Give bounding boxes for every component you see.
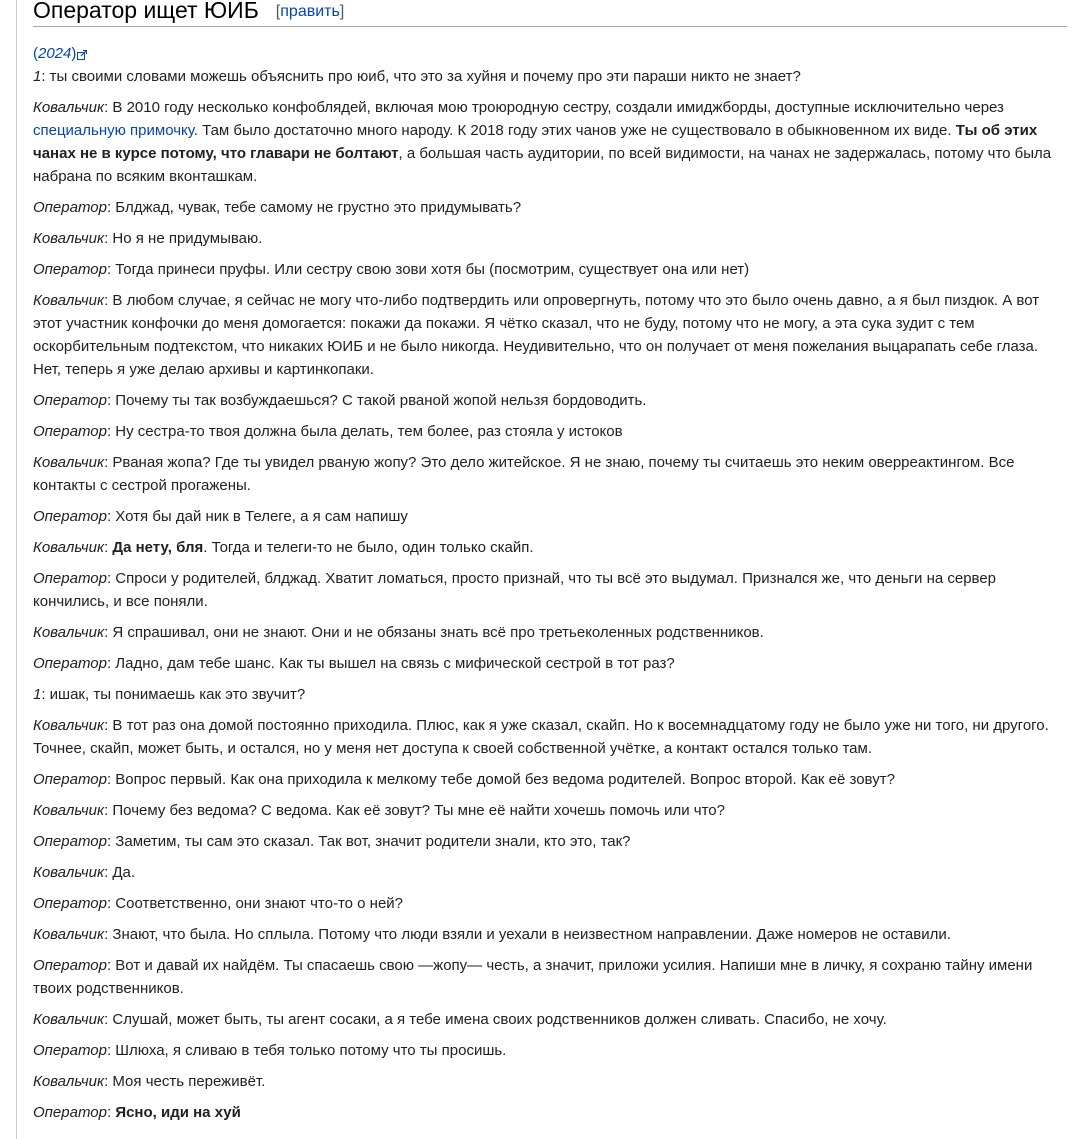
line-text: : ты своими словами можешь объяснить про юиб, что это за хуйня и почему про эти параши никто не знает? [41,68,801,85]
speaker-name: Оператор [33,570,107,587]
year-paren-close: ) [71,45,77,62]
emphasized-text: Ты об этих чанах не в курсе потому, что главари не болтают [33,122,1038,162]
year-link[interactable]: 2024 [38,45,72,62]
line-text: : Я спрашивал, они не знают. Они и не обязаны знать всё про третьеколенных родственников. [104,624,764,641]
line-text: . Там было достаточно много народу. К 2018 году этих чанов уже не существовало в обыкновенном их виде. [193,122,956,139]
line-text: : Соответственно, они знают что-то о ней? [106,895,404,912]
speaker-name: Оператор [33,771,107,788]
speaker-name: Оператор [33,392,107,409]
speaker-name: Ковальчик [33,926,105,943]
speaker-name: Ковальчик [33,99,105,116]
speaker-name: Ковальчик [33,454,105,471]
line-text: : Шлюха, я сливаю в тебя только потому что ты просишь. [106,1042,507,1059]
line-text: : ишак, ты понимаешь как это звучит? [41,686,306,703]
speaker-name: Оператор [33,508,107,525]
dialogue-line [33,799,1067,822]
dialogue-line [33,830,1067,853]
dialogue-list [33,65,1067,1124]
dialogue-line [33,768,1067,791]
speaker-name: Ковальчик [33,864,105,881]
dialogue-line [33,258,1067,281]
dialogue-line [33,652,1067,675]
dialogue-line [33,96,1067,188]
speaker-name: Ковальчик [33,230,105,247]
dialogue-line [33,196,1067,219]
speaker-name: Оператор [33,833,107,850]
speaker-name: 1 [33,686,42,703]
emphasized-text: Да нету, бля [112,539,204,556]
page-left-border [16,0,17,1139]
dialogue-line [33,536,1067,559]
dialogue-line [33,505,1067,528]
line-text: : Почему ты так возбуждаешься? С такой рваной жопой нельзя бордоводить. [106,392,647,409]
speaker-name: Ковальчик [33,1011,105,1028]
section-title: Оператор ищет ЮИБ [33,0,259,23]
dialogue-line [33,65,1067,88]
speaker-name: Оператор [33,957,107,974]
speaker-name: Оператор [33,1104,107,1121]
dialogue-line [33,1070,1067,1093]
dialogue-line [33,567,1067,613]
line-text: : Вот и давай их найдём. Ты спасаешь свою —жопу— честь, а значит, приложи усилия. Напиши мне в личку, я сохраню тайну имени твоих родственников. [33,957,1033,997]
speaker-name: Оператор [33,1042,107,1059]
dialogue-line [33,389,1067,412]
line-text: : [106,1104,116,1121]
external-link-icon [77,46,87,56]
dialogue-line [33,1008,1067,1031]
line-text: : Хотя бы дай ник в Телеге, а я сам напишу [106,508,408,525]
speaker-name: Ковальчик [33,717,105,734]
dialogue-line [33,683,1067,706]
article-content [33,0,1067,1132]
line-text: , а большая часть аудитории, по всей видимости, на чанах не задержалась, потому что была набрана по всяким вконташкам. [33,145,1052,185]
line-text: : Ладно, дам тебе шанс. Как ты вышел на связь с мифической сестрой в тот раз? [106,655,675,672]
line-text: : Вопрос первый. Как она приходила к мелкому тебе домой без ведома родителей. Вопрос второй. Как её зовут? [106,771,895,788]
section-heading [33,0,1067,27]
line-text: : Знают, что была. Но сплыла. Потому что люди взяли и уехали в неизвестном направлении. Даже номеров не оставили. [104,926,951,943]
line-text: : Почему без ведома? С ведома. Как её зовут? Ты мне её найти хочешь помочь или что? [104,802,725,819]
line-text: : Ну сестра-то твоя должна была делать, тем более, раз стояла у истоков [106,423,623,440]
speaker-name: Оператор [33,423,107,440]
line-text: : Слушай, может быть, ты агент сосаки, а я тебе имена своих родственников должен сливать. Спасибо, не хочу. [104,1011,887,1028]
line-text: : Заметим, ты сам это сказал. Так вот, значит родители знали, кто это, так? [106,833,631,850]
edit-bracket-open: [ [275,3,281,20]
dialogue-line [33,227,1067,250]
speaker-name: Оператор [33,261,107,278]
dialogue-line [33,1039,1067,1062]
speaker-name: 1 [33,68,42,85]
speaker-name: Ковальчик [33,624,105,641]
dialogue-line [33,621,1067,644]
speaker-name: Оператор [33,895,107,912]
edit-section [276,0,344,24]
speaker-name: Оператор [33,655,107,672]
dialogue-line [33,714,1067,760]
dialogue-line [33,954,1067,1000]
line-text: : В тот раз она домой постоянно приходила. Плюс, как я уже сказал, скайп. Но к восемнадцатому году не было уже ни того, ни другого. Точнее, скайп, может быть, и остался, но у меня нет доступа к своей собственной учётке, а контакт остался только там. [33,717,1049,757]
line-text: : Моя честь переживёт. [104,1073,266,1090]
dialogue-line [33,1101,1067,1124]
speaker-name: Оператор [33,199,107,216]
line-text: : Спроси у родителей, блджад. Хватит ломаться, просто признай, что ты всё это выдумал. Признался же, что деньги на сервер кончились, и все поняли. [33,570,997,610]
speaker-name: Ковальчик [33,1073,105,1090]
dialogue-line [33,420,1067,443]
line-text: : Да. [104,864,136,881]
dialogue-line [33,451,1067,497]
line-text: : Блджад, чувак, тебе самому не грустно это придумывать? [106,199,522,216]
speaker-name: Ковальчик [33,802,105,819]
inline-link[interactable]: специальную примочку [33,122,194,139]
line-text: . Тогда и телеги-то не было, один только скайп. [203,539,534,556]
speaker-name: Ковальчик [33,539,105,556]
year-paren-open: ( [33,45,38,62]
speaker-name: Ковальчик [33,292,105,309]
dialogue-line [33,861,1067,884]
line-text: : Но я не придумываю. [104,230,263,247]
line-text: : [104,539,113,556]
edit-section-link[interactable]: править [280,3,340,20]
dialogue-line [33,892,1067,915]
line-text: : В любом случае, я сейчас не могу что-либо подтвердить или опровергнуть, потому что это было очень давно, а я был пиздюк. А вот этот участник конфочки до меня домогается: покажи да покажи. Я чётко сказал, что не буду, потому что не могу, а эта сука зудит с тем оскорбительным подтекстом, что никаких ЮИБ и не было никогда. Неудивительно, что он получает от меня пожелания выцарапать себе глаза. Нет, теперь я уже делаю архивы и картинкопаки. [33,292,1040,378]
dialogue-line [33,289,1067,381]
dialogue-line [33,923,1067,946]
edit-bracket-close: ] [339,3,345,20]
emphasized-text: Ясно, иди на хуй [115,1104,241,1121]
line-text: : В 2010 году несколько конфоблядей, включая мою троюродную сестру, создали имиджборды, доступные исключительно через [104,99,1004,116]
year-reference [33,44,1067,63]
line-text: : Тогда принеси пруфы. Или сестру свою зови хотя бы (посмотрим, существует она или нет) [106,261,750,278]
line-text: : Рваная жопа? Где ты увидел рваную жопу? Это дело житейское. Я не знаю, почему ты считаешь это неким оверреактингом. Все контакты с сестрой прогажены. [33,454,1015,494]
